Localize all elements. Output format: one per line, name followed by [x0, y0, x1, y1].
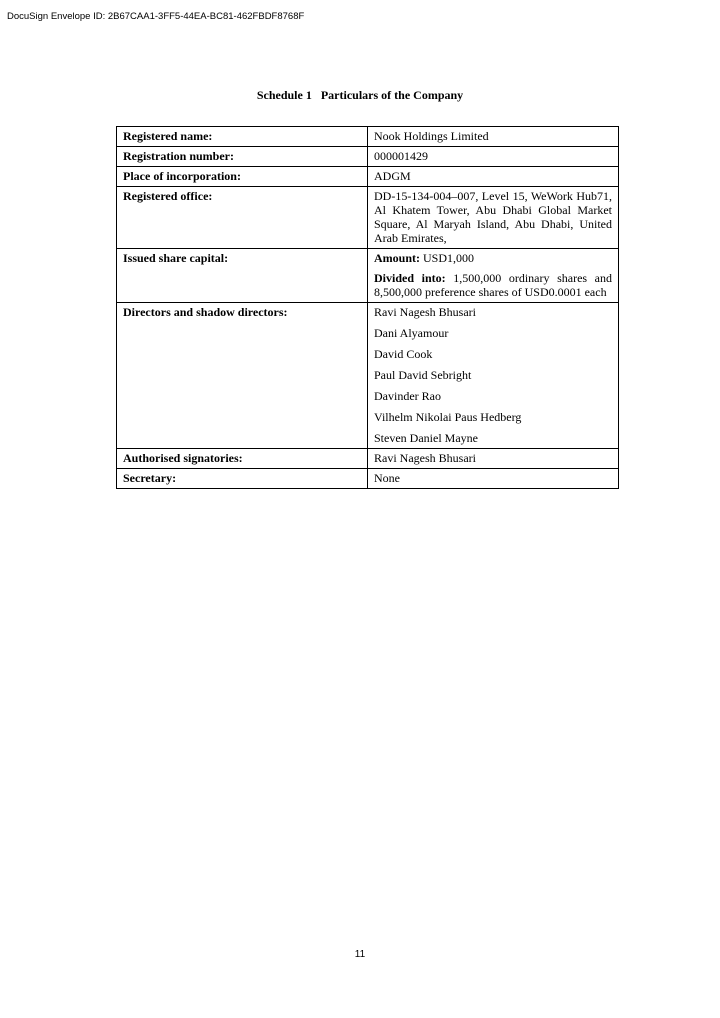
table-row-secretary — [117, 469, 619, 489]
row-label: Issued share capital: — [117, 249, 368, 303]
divided-paragraph — [374, 271, 612, 299]
row-label: Registered name: — [117, 127, 368, 147]
row-label: Registered office: — [117, 187, 368, 249]
director-name: Paul David Sebright — [374, 368, 472, 382]
directors-list — [368, 303, 619, 449]
table-row-registered-office — [117, 187, 619, 249]
schedule-number: Schedule 1 — [256, 88, 312, 102]
row-label: Registration number: — [117, 147, 368, 167]
table-row-issued-share-capital — [117, 249, 619, 303]
divided-label: Divided into: — [374, 271, 446, 285]
row-value: DD-15-134-004–007, Level 15, WeWork Hub71, Al Khatem Tower, Abu Dhabi Global Market Square, Al Maryah Island, Abu Dhabi, United Arab Emirates, — [368, 187, 619, 249]
amount-label: Amount: — [374, 251, 421, 265]
row-label: Directors and shadow directors: — [117, 303, 368, 449]
director-name: Steven Daniel Mayne — [374, 431, 478, 445]
director-name: Vilhelm Nikolai Paus Hedberg — [374, 410, 522, 424]
schedule-title — [0, 88, 720, 103]
director-name: Davinder Rao — [374, 389, 441, 403]
schedule-heading: Particulars of the Company — [320, 88, 464, 102]
director-name: Dani Alyamour — [374, 326, 449, 340]
row-label: Place of incorporation: — [117, 167, 368, 187]
table-row-authorised-signatories — [117, 449, 619, 469]
row-value — [368, 249, 619, 303]
table-row-directors — [117, 303, 619, 449]
particulars-table — [116, 126, 619, 489]
row-value: ADGM — [368, 167, 619, 187]
table-row-registration-number — [117, 147, 619, 167]
docusign-envelope-id: DocuSign Envelope ID: 2B67CAA1-3FF5-44EA-BC81-462FBDF8768F — [7, 11, 305, 22]
row-value: None — [368, 469, 619, 489]
director-name: David Cook — [374, 347, 433, 361]
director-name: Ravi Nagesh Bhusari — [374, 305, 476, 319]
row-value: 000001429 — [368, 147, 619, 167]
row-value: Ravi Nagesh Bhusari — [368, 449, 619, 469]
amount-value: USD1,000 — [423, 251, 475, 265]
table-row-place-of-incorporation — [117, 167, 619, 187]
table-row-registered-name — [117, 127, 619, 147]
amount-paragraph — [374, 251, 612, 265]
row-label: Secretary: — [117, 469, 368, 489]
page-number: 11 — [354, 949, 366, 960]
divided-value: 1,500,000 ordinary shares and 8,500,000 preference shares of USD0.0001 each — [374, 271, 613, 299]
row-label: Authorised signatories: — [117, 449, 368, 469]
row-value: Nook Holdings Limited — [368, 127, 619, 147]
